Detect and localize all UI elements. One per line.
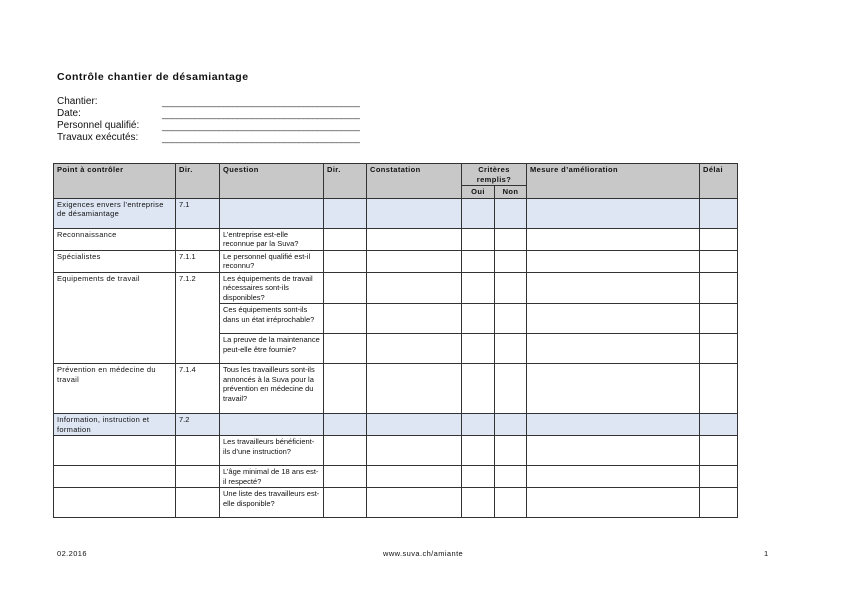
cell-constatation (367, 334, 462, 364)
cell-delai (700, 364, 738, 414)
cell-dir (176, 488, 220, 518)
cell-delai (700, 198, 738, 228)
cell-non (495, 414, 527, 436)
cell-constatation (367, 436, 462, 466)
cell-point: Spécialistes (54, 250, 176, 272)
cell-dir-2 (324, 414, 367, 436)
cell-mesure (527, 414, 700, 436)
cell-oui (462, 436, 495, 466)
table-row (54, 364, 738, 414)
cell-constatation (367, 304, 462, 334)
table-row (54, 250, 738, 272)
cell-oui (462, 272, 495, 304)
cell-constatation (367, 414, 462, 436)
cell-non (495, 228, 527, 250)
cell-question: Tous les travailleurs sont-ils annoncés à la Suva pour la prévention en médecine du travail? (220, 364, 324, 414)
cell-non (495, 272, 527, 304)
cell-point: Equipements de travail (54, 272, 176, 364)
cell-non (495, 334, 527, 364)
cell-dir-2 (324, 364, 367, 414)
cell-oui (462, 198, 495, 228)
cell-dir-2 (324, 488, 367, 518)
header-criteres: Critères remplis? (462, 164, 527, 186)
cell-non (495, 488, 527, 518)
cell-dir (176, 466, 220, 488)
cell-oui (462, 414, 495, 436)
cell-delai (700, 436, 738, 466)
cell-non (495, 364, 527, 414)
cell-oui (462, 466, 495, 488)
cell-mesure (527, 304, 700, 334)
cell-point: Prévention en médecine du travail (54, 364, 176, 414)
cell-point: Exigences envers l’entreprise de désamiantage (54, 198, 176, 228)
cell-mesure (527, 198, 700, 228)
cell-non (495, 304, 527, 334)
document-title: Contrôle chantier de désamiantage (57, 71, 249, 83)
cell-constatation (367, 250, 462, 272)
cell-mesure (527, 250, 700, 272)
cell-question: L’entreprise est-elle reconnue par la Suva? (220, 228, 324, 250)
field-travaux (57, 132, 360, 144)
cell-delai (700, 272, 738, 304)
table-row (54, 198, 738, 228)
cell-mesure (527, 466, 700, 488)
cell-mesure (527, 228, 700, 250)
cell-dir-2 (324, 334, 367, 364)
cell-question: Le personnel qualifié est-il reconnu? (220, 250, 324, 272)
cell-dir-2 (324, 250, 367, 272)
footer-date: 02.2016 (57, 549, 87, 558)
cell-delai (700, 228, 738, 250)
cell-question: L’âge minimal de 18 ans est-il respecté? (220, 466, 324, 488)
cell-mesure (527, 488, 700, 518)
table-row (54, 436, 738, 466)
cell-question: Les équipements de travail nécessaires sont-ils disponibles? (220, 272, 324, 304)
cell-question (220, 198, 324, 228)
cell-non (495, 436, 527, 466)
cell-oui (462, 228, 495, 250)
cell-oui (462, 334, 495, 364)
field-personnel (57, 120, 360, 132)
cell-constatation (367, 198, 462, 228)
cell-mesure (527, 364, 700, 414)
cell-dir-2 (324, 436, 367, 466)
cell-constatation (367, 488, 462, 518)
header-non: Non (495, 186, 527, 199)
header-fields (57, 96, 360, 144)
field-date (57, 108, 360, 120)
field-line: __________________________________________ (162, 133, 360, 143)
cell-constatation (367, 364, 462, 414)
cell-mesure (527, 272, 700, 304)
cell-oui (462, 250, 495, 272)
field-line: __________________________________________ (162, 97, 360, 107)
cell-question (220, 414, 324, 436)
field-label: Personnel qualifié: (57, 120, 140, 131)
field-label: Chantier: (57, 96, 98, 107)
cell-point: Information, instruction et formation (54, 414, 176, 436)
footer-page-number: 1 (764, 549, 769, 558)
header-delai: Délai (700, 164, 738, 199)
cell-point (54, 488, 176, 518)
table-row (54, 488, 738, 518)
cell-oui (462, 304, 495, 334)
cell-delai (700, 488, 738, 518)
cell-constatation (367, 466, 462, 488)
cell-dir-2 (324, 198, 367, 228)
table-row (54, 414, 738, 436)
cell-delai (700, 466, 738, 488)
cell-mesure (527, 436, 700, 466)
cell-point: Reconnaissance (54, 228, 176, 250)
cell-dir (176, 436, 220, 466)
table-row (54, 466, 738, 488)
cell-dir (176, 228, 220, 250)
field-line: __________________________________________ (162, 109, 360, 119)
cell-point (54, 436, 176, 466)
cell-oui (462, 488, 495, 518)
header-dir-2: Dir. (324, 164, 367, 199)
footer-url: www.suva.ch/amiante (383, 549, 464, 558)
cell-question: Une liste des travailleurs est-elle disponible? (220, 488, 324, 518)
field-label: Travaux exécutés: (57, 132, 139, 143)
cell-dir-2 (324, 272, 367, 304)
cell-dir: 7.1.2 (176, 272, 220, 364)
cell-question: La preuve de la maintenance peut-elle être fournie? (220, 334, 324, 364)
cell-question: Les travailleurs bénéficient-ils d’une instruction? (220, 436, 324, 466)
cell-question: Ces équipements sont-ils dans un état irréprochable? (220, 304, 324, 334)
cell-mesure (527, 334, 700, 364)
field-line: __________________________________________ (162, 121, 360, 131)
header-mesure: Mesure d’amélioration (527, 164, 700, 199)
cell-dir-2 (324, 304, 367, 334)
cell-delai (700, 334, 738, 364)
header-point: Point à contrôler (54, 164, 176, 199)
cell-constatation (367, 228, 462, 250)
cell-dir: 7.2 (176, 414, 220, 436)
cell-dir: 7.1.4 (176, 364, 220, 414)
header-question: Question (220, 164, 324, 199)
cell-non (495, 250, 527, 272)
cell-non (495, 198, 527, 228)
cell-dir-2 (324, 228, 367, 250)
cell-dir: 7.1.1 (176, 250, 220, 272)
cell-delai (700, 250, 738, 272)
field-chantier (57, 96, 360, 108)
header-dir: Dir. (176, 164, 220, 199)
header-constatation: Constatation (367, 164, 462, 199)
cell-delai (700, 414, 738, 436)
cell-point (54, 466, 176, 488)
cell-dir: 7.1 (176, 198, 220, 228)
table-row (54, 228, 738, 250)
cell-dir-2 (324, 466, 367, 488)
header-oui: Oui (462, 186, 495, 199)
field-label: Date: (57, 108, 81, 119)
cell-constatation (367, 272, 462, 304)
table-row (54, 272, 738, 304)
cell-delai (700, 304, 738, 334)
cell-non (495, 466, 527, 488)
cell-oui (462, 364, 495, 414)
checklist-table (53, 163, 738, 518)
